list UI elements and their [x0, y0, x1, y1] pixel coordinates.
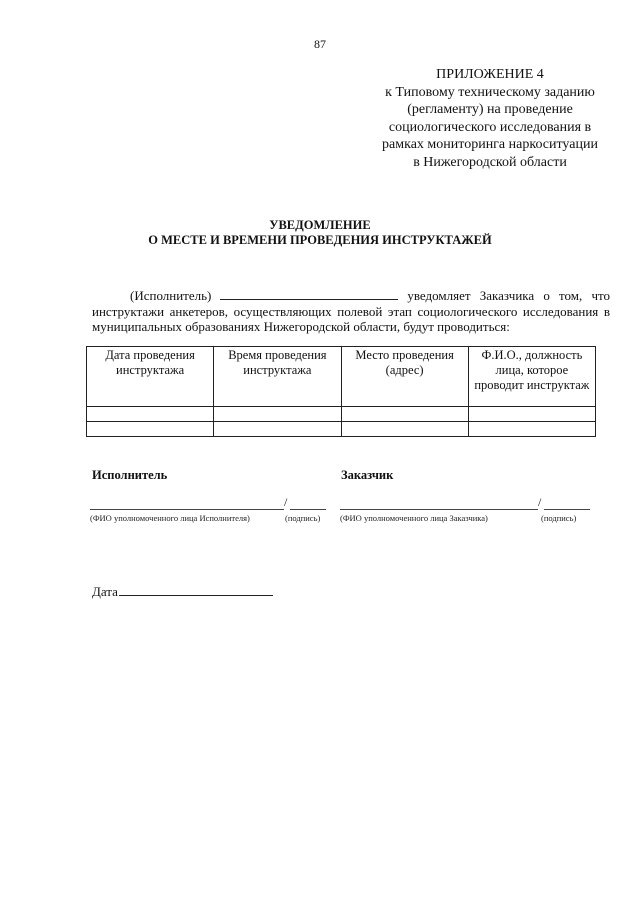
table-cell[interactable] [87, 422, 214, 437]
table-cell[interactable] [468, 407, 595, 422]
appendix-line: рамках мониторинга наркоситуации [382, 137, 598, 152]
title-line-2: О МЕСТЕ И ВРЕМЕНИ ПРОВЕДЕНИЯ ИНСТРУКТАЖЕЙ [148, 233, 492, 247]
instruction-schedule-table [86, 346, 596, 437]
table-row [87, 422, 596, 437]
intro-line-3: муниципальных образованиях Нижегородской области, будут проводиться: [92, 319, 510, 334]
executor-name-line [90, 509, 284, 510]
table-cell[interactable] [87, 407, 214, 422]
appendix-line: ПРИЛОЖЕНИЕ 4 [436, 67, 544, 82]
customer-slash: / [538, 495, 542, 509]
executor-caption-name: (ФИО уполномоченного лица Исполнителя) [90, 513, 250, 523]
appendix-line: (регламенту) на проведение [407, 102, 573, 117]
date-blank-line[interactable] [119, 585, 273, 596]
customer-signature-line[interactable] [340, 497, 590, 510]
table-cell[interactable] [341, 422, 468, 437]
executor-slash: / [284, 495, 288, 509]
column-header-place: Место проведения (адрес) [341, 347, 468, 407]
appendix-line: социологического исследования в [388, 119, 592, 135]
appendix-line: в Нижегородской области [413, 154, 567, 170]
table-cell[interactable] [214, 407, 341, 422]
date-field [92, 584, 273, 600]
intro-rest: уведомляет Заказчика о том, что [407, 288, 610, 303]
intro-paragraph [92, 287, 610, 335]
executor-blank-line[interactable] [220, 287, 398, 300]
executor-caption-sign: (подпись) [285, 513, 321, 523]
table-header-row [87, 347, 596, 407]
table-cell[interactable] [214, 422, 341, 437]
document-title [0, 218, 640, 248]
column-header-date: Дата проведения инструктажа [87, 347, 214, 407]
executor-label: Исполнитель [92, 468, 168, 482]
customer-caption-sign: (подпись) [541, 513, 577, 523]
table-cell[interactable] [341, 407, 468, 422]
table-cell[interactable] [468, 422, 595, 437]
customer-sign-line [544, 509, 590, 510]
title-line-1: УВЕДОМЛЕНИЕ [269, 218, 371, 232]
appendix-line: к Типовому техническому заданию [385, 84, 595, 100]
date-label: Дата [92, 584, 118, 599]
customer-caption-name: (ФИО уполномоченного лица Заказчика) [340, 513, 488, 523]
customer-label: Заказчик [341, 468, 394, 482]
column-header-time: Время проведения инструктажа [214, 347, 341, 407]
executor-placeholder: (Исполнитель) [130, 288, 212, 303]
customer-name-line [340, 509, 538, 510]
column-header-person: Ф.И.О., должность лица, которое проводит инструктаж [468, 347, 595, 407]
executor-signature-line[interactable] [90, 497, 326, 510]
appendix-heading [360, 66, 620, 171]
intro-line-1 [92, 287, 610, 304]
page-number: 87 [314, 37, 326, 51]
table-row [87, 407, 596, 422]
executor-sign-line [290, 509, 326, 510]
intro-line-2: инструктажи анкетеров, осуществляющих полевой этап социологического исследования в [92, 303, 610, 319]
